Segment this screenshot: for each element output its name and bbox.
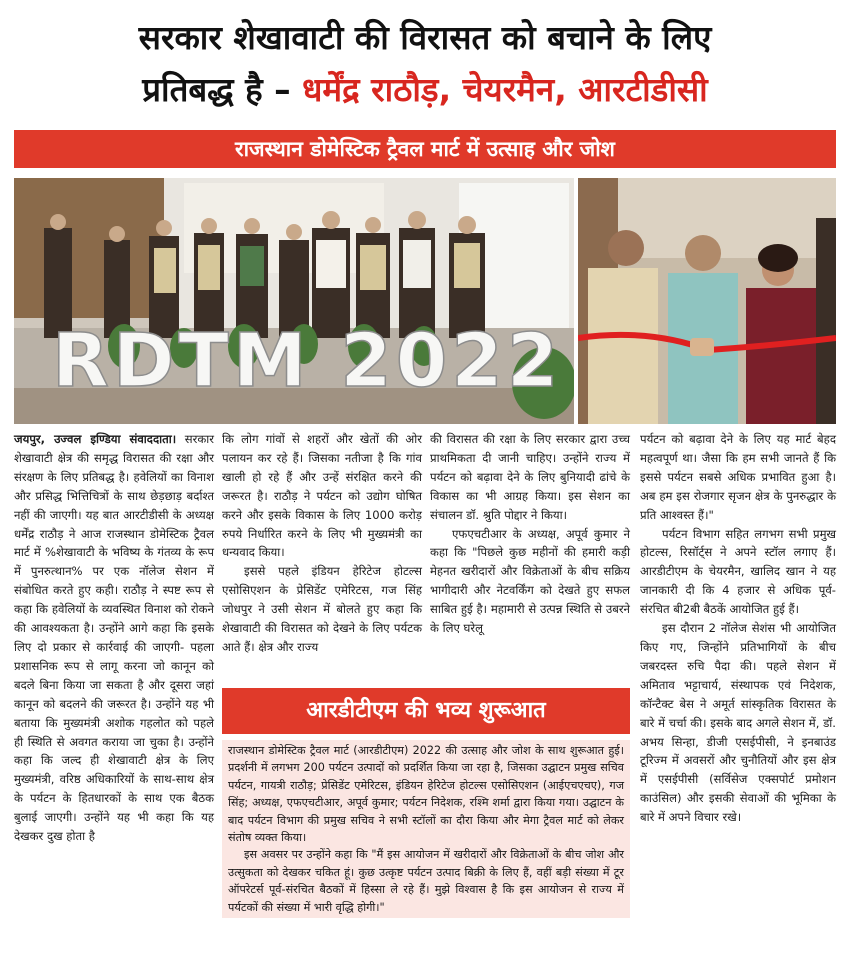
rdtm-sign-text: RDTM 2022 — [52, 318, 563, 404]
column4-para1: पर्यटन को बढ़ावा देने के लिए यह मार्ट बेहद महत्वपूर्ण था। जैसा कि हम सभी जानते हैं कि इससे पर्यटन सबसे अधिक प्रभावित हुआ है। अब हम इस रोजगार सृजन क्षेत्र के पुनरुद्धार के प्रति आश्वस्त हैं।" — [640, 432, 836, 522]
column1-text: सरकार शेखावाटी क्षेत्र की समृद्ध विरासत की रक्षा और संरक्षण के लिए प्रतिबद्ध है। हवेलियों का विनाश और प्रसिद्ध भित्तिचित्रों के साथ छेड़छाड़ बर्दाश्त नहीं की जाएगी। यह बात आरटीडीसी के अध्यक्ष धर्मेंद्र राठौड़ ने आज राजस्थान डोमेस्टिक ट्रैवल मार्ट में %शेखावाटी के भविष्य के गंतव्य के रूप में पुनरुत्थान% पर एक नॉलेज सेशन में संबोधित करते हुए कही। राठौड़ ने स्पष्ट रूप से कहा कि हवेलियों के व्यवस्थित विनाश को रोकने की आवश्यकता है। उन्होंने आगे कहा कि इसके लिए दो प्रकार से कार्रवाई की जाएगी- पहला प्रशासनिक रूप से लागू करना जो कानून को बदले बिना किया जा सकता है और दूसरा जहां कानून को बदलने की जरूरत है। उन्होंने यह भी बताया कि मुख्यमंत्री अशोक गहलोत को पहले ही स्थिति से अवगत कराया जा चुका है। उन्होंने कहा कि जल्द ही शेखावाटी क्षेत्र के लिए मुख्यमंत्री, वरिष्ठ अधिकारियों के साथ-साथ क्षेत्र के पर्यटन के हितधारकों के साथ एक बैठक बुलाई जाएगी। उन्होंने यह भी कहा कि यह देखकर दुख होता है — [14, 432, 214, 844]
box-content — [222, 740, 630, 918]
column2-para1: कि लोग गांवों से शहरों और खेतों की ओर पलायन कर रहे हैं। जिसका नतीजा है कि गांव खाली हो रहे हैं और उन्हें संरक्षित करने की जरूरत है। राठौड़ ने पर्यटन को उद्योग घोषित करने और इसके विकास के लिए 1000 करोड़ रुपये निर्धारित करने के लिए भी मुख्यमंत्री का धन्यवाद किया। — [222, 432, 422, 560]
column4-para2: पर्यटन विभाग सहित लगभग सभी प्रमुख होटल्स, रिसॉर्ट्स ने अपने स्टॉल लगाए हैं। आरडीटीएम के चेयरमैन, खालिद खान ने यह जानकारी दी कि 4 हजार से अधिक पूर्व-संरचित बी2बी बैठकें आयोजित हुई हैं। — [640, 526, 836, 617]
subheadline-banner: राजस्थान डोमेस्टिक ट्रैवल मार्ट में उत्साह और जोश — [14, 130, 836, 168]
box-heading: आरडीटीएम की भव्य शुरूआत — [222, 688, 630, 734]
article-column-4 — [640, 430, 836, 827]
column2-para2: इससे पहले इंडियन हेरिटेज होटल्स एसोसिएशन के प्रेसिडेंट एमेरिटस, गज सिंह जोधपुर ने उसी सेशन में बोलते हुए कहा कि शेखावाटी की विरासत को देखने के लिए पर्यटक आते हैं। क्षेत्र और राज्य — [222, 564, 422, 654]
headline — [20, 12, 830, 116]
box-para1: राजस्थान डोमेस्टिक ट्रैवल मार्ट (आरडीटीएम) 2022 की उत्साह और जोश के साथ शुरूआत हुई। प्रदर्शनी में लगभग 200 पर्यटन उत्पादों को प्रदर्शित किया जा रहा है, जिसका उद्घाटन प्रमुख सचिव पर्यटन, गायत्री राठौड़; प्रेसिडेंट एमेरिटस, इंडियन हेरिटेज होटल्स एसोसिएशन (आईएचएचए), गज सिंह; अध्यक्ष, एफएचटीआर, अपूर्व कुमार; पर्यटन निदेशक, रश्मि शर्मा द्वारा किया गया। उद्घाटन के बाद पर्यटन विभाग की प्रमुख सचिव ने सभी स्टॉलों का दौरा किया और मेगा ट्रैवल मार्ट को लेकर संतोष व्यक्त किया। — [228, 744, 624, 845]
headline-line2-black: प्रतिबद्ध है – — [142, 70, 303, 109]
column3-para1: की विरासत की रक्षा के लिए सरकार द्वारा उच्च प्राथमिकता दी जानी चाहिए। उन्होंने राज्य में पर्यटन को बढ़ावा देने के लिए बुनियादी ढांचे के विकास का भी आग्रह किया। इस सेशन का संचालन डॉ. श्रुति पोद्दार ने किया। — [430, 432, 630, 522]
box-para2: इस अवसर पर उन्होंने कहा कि "मैं इस आयोजन में खरीदारों और विक्रेताओं के बीच जोश और उत्सुकता को देखकर चकित हूं। कुछ उत्कृष्ट पर्यटन उत्पाद बिक्री के लिए हैं, वहीं बड़ी संख्या में टूर ऑपरेटर्स पूर्व-संरचित बैठकों में हिस्सा ले रहे हैं। मुझे विश्वास है कि इस आयोजन से राज्य में पर्यटकों की संख्या में भारी वृद्धि होगी।" — [228, 848, 624, 914]
column4-para3: इस दौरान 2 नॉलेज सेशंस भी आयोजित किए गए, जिन्होंने प्रतिभागियों के बीच जबरदस्त रुचि पैदा की। पहले सेशन में अमिताव भट्टाचार्य, संस्थापक एवं निदेशक, कॉन्टैक्ट बेस ने अमूर्त सांस्कृतिक विरासत के बारे में चर्चा की। इसके बाद अगले सेशन में, डॉ. अभय सिन्हा, डीजी एसईपीसी, ने इनबाउंड टूरिज्म में अवसरों और चुनौतियों और इस क्षेत्र में एसईपीसी (सर्विसेज एक्सपोर्ट प्रमोशन काउंसिल) और इसकी सेवाओं की भूमिका के बारे में अपने विचार रखे। — [640, 621, 836, 825]
article-column-1 — [14, 430, 214, 846]
dateline: जयपुर, उज्वल इण्डिया संवाददाता। — [14, 432, 177, 446]
column3-para2: एफएचटीआर के अध्यक्ष, अपूर्व कुमार ने कहा कि "पिछले कुछ महीनों की हमारी कड़ी मेहनत खरीदारों और विक्रेताओं के बीच सक्रिय भागीदारी और नेटवर्किंग को देखते हुए सफल साबित हुई है। महामारी से उत्पन्न स्थिति से उबरने के लिए घरेलू — [430, 526, 630, 636]
headline-line2-red: धर्मेंद्र राठौड़, चेयरमैन, आरटीडीसी — [302, 70, 708, 109]
headline-line2 — [20, 64, 830, 116]
ribbon-cutting-photo — [578, 178, 836, 424]
rdtm-group-photo — [14, 178, 574, 424]
article-column-3 — [430, 430, 630, 638]
headline-line1: सरकार शेखावाटी की विरासत को बचाने के लिए — [138, 18, 712, 57]
article-column-2 — [222, 430, 422, 657]
